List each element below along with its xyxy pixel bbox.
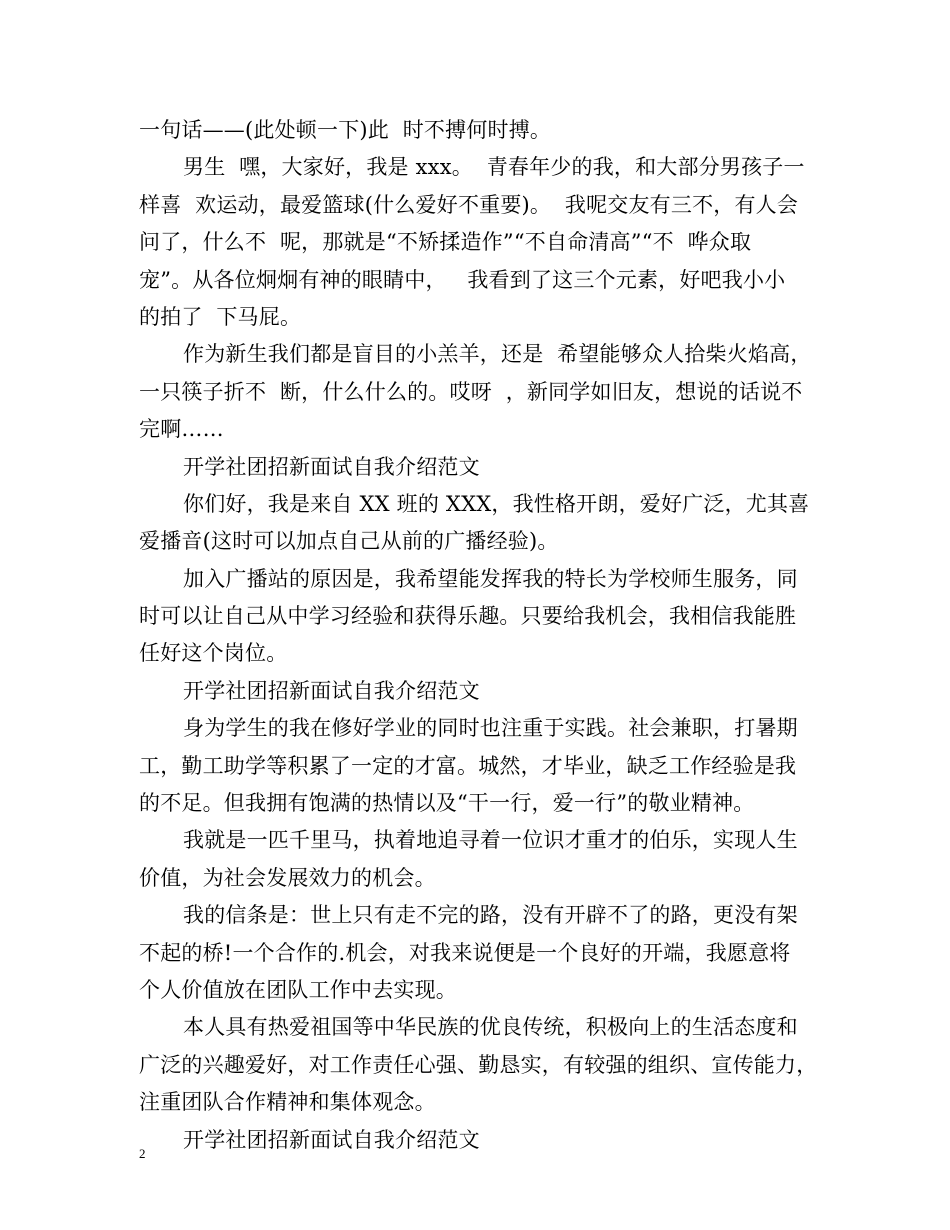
document-body	[139, 112, 819, 1159]
text-line: 爱播音(这时可以加点自己从前的广播经验)。	[139, 529, 559, 554]
text-line: 一句话——(此处顿一下)此 时不搏何时搏。	[139, 118, 552, 142]
text-line: 宠”。从各位炯炯有神的眼睛中， 我看到了这三个元素，好吧我小小	[139, 267, 786, 292]
section-heading: 开学社团招新面试自我介绍范文	[183, 1127, 480, 1152]
text-line: 一只筷子折不 断，什么什么的。哎呀 ，新同学如旧友，想说的话说不	[139, 379, 803, 404]
text-line: 你们好，我是来自 XX 班的 XXX，我性格开朗，爱好广泛，尤其喜	[183, 491, 810, 516]
text-line: 时可以让自己从中学习经验和获得乐趣。只要给我机会，我相信我能胜	[139, 604, 797, 629]
text-line: 问了，什么不 呢，那就是“不矫揉造作”“不自命清高”“不 哗众取	[139, 230, 752, 255]
text-line: 作为新生我们都是盲目的小羔羊，还是 希望能够众人拾柴火焰高，	[183, 342, 812, 367]
text-line: 男生 嘿，大家好，我是 xxx。 青春年少的我，和大部分男孩子一	[183, 155, 805, 180]
text-line: 加入广播站的原因是，我希望能发挥我的特长为学校师生服务，同	[183, 566, 798, 591]
text-line: 任好这个岗位。	[139, 641, 288, 666]
text-line: 的不足。但我拥有饱满的热情以及“干一行，爱一行”的敬业精神。	[139, 791, 755, 816]
section-heading: 开学社团招新面试自我介绍范文	[183, 454, 480, 479]
text-line: 价值，为社会发展效力的机会。	[139, 865, 436, 890]
text-line: 我的信条是：世上只有走不完的路，没有开辟不了的路，更没有架	[183, 903, 798, 928]
text-line: 个人价值放在团队工作中去实现。	[139, 977, 457, 1002]
text-line: 样喜 欢运动，最爱篮球(什么爱好不重要)。 我呢交友有三不，有人会	[139, 192, 799, 217]
section-heading: 开学社团招新面试自我介绍范文	[183, 678, 480, 703]
text-line: 完啊……	[139, 417, 224, 442]
text-line: 工，勤工助学等积累了一定的才富。城然，才毕业，缺乏工作经验是我	[139, 753, 797, 778]
text-line: 的拍了 下马屁。	[139, 304, 302, 329]
text-line: 我就是一匹千里马，执着地追寻着一位识才重才的伯乐，实现人生	[183, 828, 798, 853]
text-line: 注重团队合作精神和集体观念。	[139, 1090, 436, 1115]
text-line: 不起的桥!一个合作的.机会，对我来说便是一个良好的开端，我愿意将	[139, 940, 791, 965]
page-number: 2	[139, 1146, 146, 1161]
text-line: 广泛的兴趣爱好，对工作责任心强、勤恳实，有较强的组织、宣传能力，	[139, 1052, 818, 1077]
text-line: 本人具有热爱祖国等中华民族的优良传统，积极向上的生活态度和	[183, 1015, 798, 1040]
text-line: 身为学生的我在修好学业的同时也注重于实践。社会兼职，打暑期	[183, 716, 798, 741]
